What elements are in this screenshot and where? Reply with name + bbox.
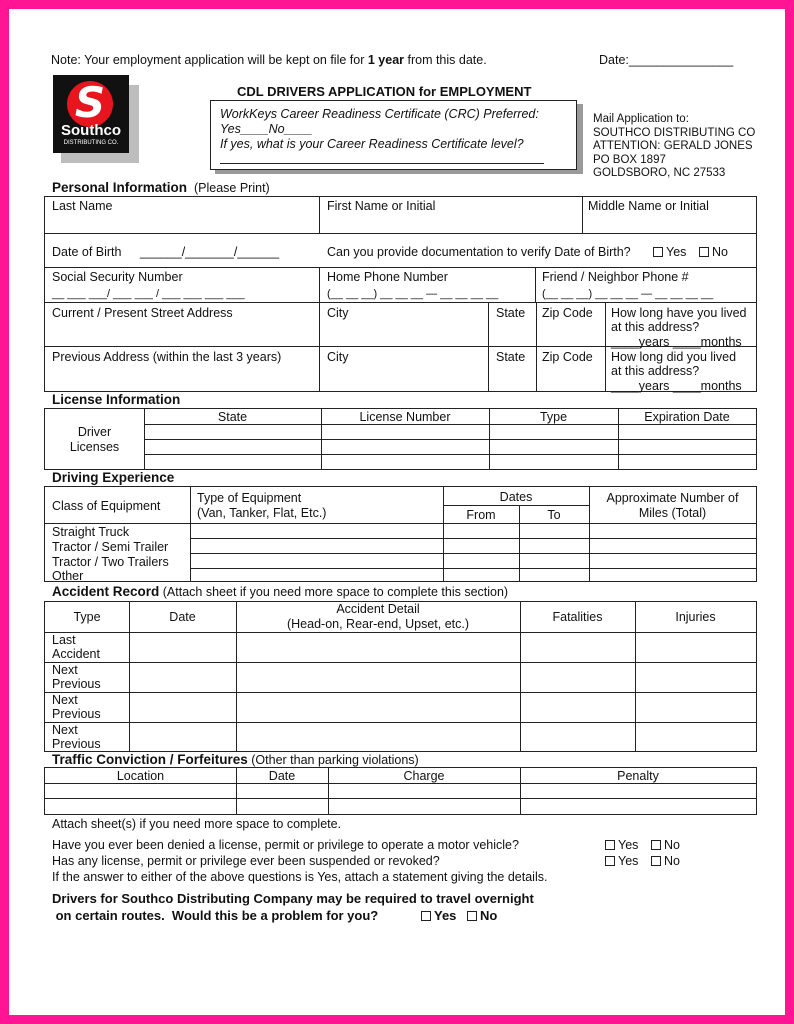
col-divider [319,197,320,233]
form-title: CDL DRIVERS APPLICATION for EMPLOYMENT [237,84,532,99]
logo-subtitle: DISTRIBUTING CO. [63,140,119,146]
question-denied: Have you ever been denied a license, permit or privilege to operate a motor vehicle? [52,838,519,852]
col-divider [582,197,583,233]
accident-heading: Accident Record (Attach sheet if you need more space to complete this section) [52,584,509,599]
driver-licenses-label: Driver [77,425,112,439]
logo-name: Southco [61,122,121,139]
how-long-previous-field[interactable]: ____years ____months [611,379,742,393]
row-divider [45,662,756,663]
ssn-label: Social Security Number [52,270,183,284]
row-divider [45,783,756,784]
accident-row-label: Next [52,693,78,707]
retention-note: Note: Your employment application will be kept on file for 1 year from this date. [51,53,487,67]
driving-heading: Driving Experience [52,470,175,485]
license-col-number: License Number [359,410,451,424]
col-divider [488,302,489,391]
travel-question-line2: on certain routes. Would this be a problem for you? [52,908,379,923]
accident-col-type: Type [73,610,101,624]
traffic-table [44,767,757,815]
accident-col-fatalities: Fatalities [552,610,603,624]
dob-question: Can you provide documentation to verify Date of Birth? [327,245,631,259]
denied-yes-checkbox[interactable]: Yes [605,838,638,852]
row-divider [190,568,756,569]
row-divider [45,632,756,633]
previous-city-field[interactable]: City [327,350,349,364]
dob-yes-checkbox[interactable]: Yes [653,245,686,259]
equipment-row-label: Tractor / Two Trailers [52,555,169,569]
mail-address [593,113,755,181]
accident-row-label: Previous [52,677,101,691]
row-divider [45,302,756,303]
how-long-current-field[interactable]: ____years ____months [611,335,742,349]
equipment-row-label: Straight Truck [52,525,130,539]
how-long-current-label: at this address? [611,320,700,334]
suspended-no-checkbox[interactable]: No [651,854,680,868]
attach-note: Attach sheet(s) if you need more space to complete. [52,817,342,831]
traffic-heading: Traffic Conviction / Forfeitures (Other than parking violations) [52,752,419,767]
home-phone-label: Home Phone Number [327,270,448,284]
license-col-state: State [217,410,248,424]
dob-label: Date of Birth [52,245,122,259]
accident-row-label: Previous [52,707,101,721]
crc-yes-no[interactable]: Yes____No____ [220,122,313,136]
license-col-type: Type [539,410,568,424]
middle-name-field[interactable]: Middle Name or Initial [588,199,709,213]
accident-row-label: Last [52,633,76,647]
application-page [9,9,785,1015]
previous-zip-field[interactable]: Zip Code [542,350,593,364]
col-divider [520,602,521,751]
row-divider [190,553,756,554]
license-heading: License Information [52,392,181,407]
traffic-col-date: Date [268,769,296,783]
mail-line: SOUTHCO DISTRIBUTING CO [593,126,756,139]
previous-state-field[interactable]: State [496,350,526,364]
col-divider [319,267,320,391]
accident-table [44,601,757,752]
row-divider [45,692,756,693]
travel-yes-checkbox[interactable]: Yes [421,909,456,923]
row-divider [144,439,756,440]
class-of-equipment-label: Class of Equipment [52,499,161,513]
how-long-previous-label: at this address? [611,364,700,378]
personal-table [44,196,757,392]
last-name-field[interactable]: Last Name [52,199,113,213]
date-field[interactable]: Date:_______________ [599,53,734,67]
traffic-col-location: Location [116,769,165,783]
current-zip-field[interactable]: Zip Code [542,306,593,320]
col-divider [605,302,606,391]
row-divider [45,798,756,799]
col-divider [190,487,191,581]
travel-no-checkbox[interactable]: No [467,909,497,923]
driving-table [44,486,757,582]
traffic-col-penalty: Penalty [617,769,659,783]
accident-col-date: Date [169,610,196,624]
traffic-col-charge: Charge [403,769,445,783]
home-phone-field[interactable]: (__ __ __) __ __ __ — __ __ __ __ [327,288,499,300]
dob-no-checkbox[interactable]: No [699,245,728,259]
row-divider [144,424,756,425]
row-divider [45,267,756,268]
logo-letter: S [74,78,106,127]
accident-row-label: Next [52,663,78,677]
dates-to-label: To [547,508,561,522]
suspended-yes-checkbox[interactable]: Yes [605,854,638,868]
crc-level-line[interactable] [220,163,544,164]
accident-row-label: Previous [52,737,101,751]
crc-level-question: If yes, what is your Career Readiness Certificate level? [220,137,524,151]
how-long-previous-label: How long did you lived [611,350,737,364]
current-state-field[interactable]: State [496,306,526,320]
license-table [44,408,757,470]
miles-sub: Miles (Total) [638,506,707,520]
miles-label: Approximate Number of [606,491,739,505]
personal-heading: Personal Information (Please Print) [52,180,270,195]
mail-line: GOLDSBORO, NC 27533 [593,167,726,179]
ssn-field[interactable]: __ ___ ___/ ___ ___ / ___ ___ ___ ___ [52,288,245,300]
row-divider [45,722,756,723]
dates-label: Dates [499,490,533,504]
accident-col-detail-sub: (Head-on, Rear-end, Upset, etc.) [286,617,470,631]
first-name-field[interactable]: First Name or Initial [327,199,436,213]
col-divider [635,602,636,751]
row-divider [144,454,756,455]
equipment-row-label: Tractor / Semi Trailer [52,540,169,554]
question-instructions: If the answer to either of the above questions is Yes, attach a statement giving the details. [52,870,548,884]
row-divider [443,505,589,506]
current-city-field[interactable]: City [327,306,349,320]
previous-address-field[interactable]: Previous Address (within the last 3 years) [52,350,282,364]
type-of-equipment-sub: (Van, Tanker, Flat, Etc.) [197,506,327,520]
travel-question-line1: Drivers for Southco Distributing Company may be required to travel overnight [52,891,534,906]
driver-licenses-label: Licenses [69,440,120,454]
denied-no-checkbox[interactable]: No [651,838,680,852]
type-of-equipment-label: Type of Equipment [197,491,302,505]
row-divider [190,538,756,539]
question-suspended: Has any license, permit or privilege ever been suspended or revoked? [52,854,440,868]
row-divider [45,233,756,234]
dates-from-label: From [466,508,496,522]
mail-line: PO BOX 1897 [593,153,666,166]
current-address-field[interactable]: Current / Present Street Address [52,306,233,320]
col-divider [536,302,537,391]
crc-preferred: WorkKeys Career Readiness Certificate (CRC) Preferred: [220,107,539,121]
equipment-row-label: Other [52,569,84,583]
col-divider [535,267,536,302]
how-long-current-label: How long have you lived [611,306,747,320]
accident-row-label: Accident [52,647,100,661]
friend-phone-label: Friend / Neighbor Phone # [542,270,689,284]
accident-row-label: Next [52,723,78,737]
mail-line: ATTENTION: GERALD JONES [593,140,753,152]
row-divider [45,523,756,524]
accident-col-injuries: Injuries [675,610,716,624]
accident-col-detail: Accident Detail [336,602,420,616]
friend-phone-field[interactable]: (__ __ __) __ __ __ — __ __ __ __ [542,288,714,300]
mail-label: Mail Application to: [593,113,689,125]
license-col-expiration: Expiration Date [644,410,730,424]
crc-box [210,100,577,170]
col-divider [129,602,130,751]
dob-field[interactable]: ______/_______/______ [140,245,280,259]
company-logo [53,75,129,153]
